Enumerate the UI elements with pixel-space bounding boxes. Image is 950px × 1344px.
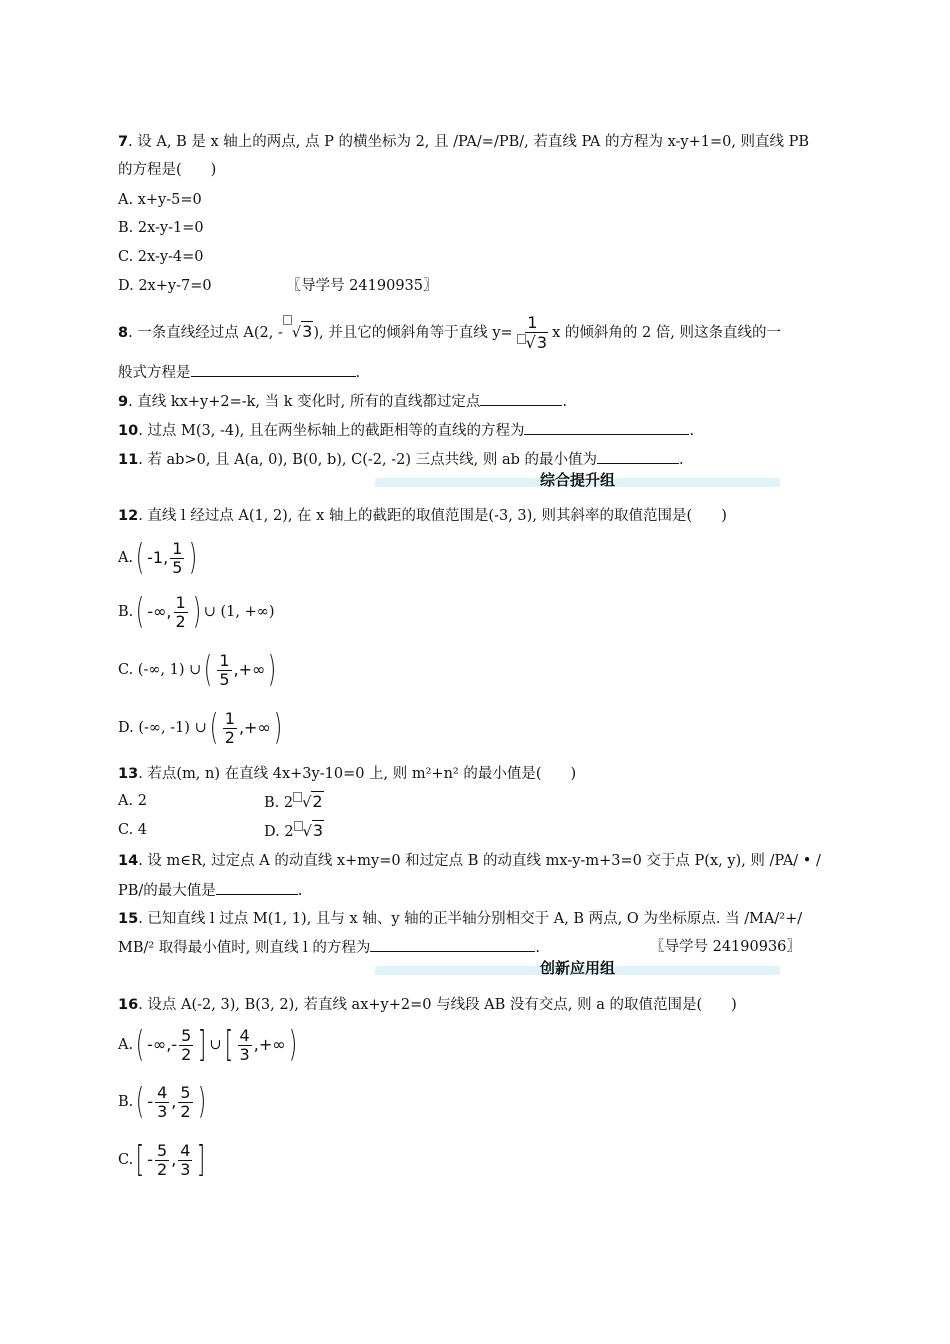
q13-option-c: C. 4	[118, 822, 148, 838]
q13-option-b: B. 2 √2	[264, 792, 323, 811]
q8-line2: 般式方程是 .	[118, 362, 360, 383]
q7-option-c: C. 2x-y-4=0	[118, 249, 204, 265]
q16-option-b: B. ( - $\frac{4}{3}$ , $\frac{5}{2}$ )	[118, 1081, 206, 1122]
q7-line2: 的方程是( )	[118, 162, 217, 178]
q15-answer-blank[interactable]	[370, 937, 535, 952]
section-title-innovation: 创新应用组	[539, 959, 615, 977]
q14-line1: 14. 设 m∈R, 过定点 A 的动直线 x+my=0 和过定点 B 的动直线 mx-y-m+3=0 交于点 P(x, y), 则 /PA/ • /	[118, 853, 821, 869]
q8-line1: 8. 一条直线经过点 A(2, - √3), 并且它的倾斜角等于直线 y= $\frac{1}{√3}$ x 的倾斜角的 2 倍, 则这条直线的一	[118, 313, 782, 352]
q15-line2: MB/² 取得最小值时, 则直线 l 的方程为 .	[118, 937, 540, 958]
q13-option-d: D. 2 √3	[264, 821, 323, 840]
sqrt-placeholder-icon	[517, 334, 526, 344]
q10-line: 10. 过点 M(3, -4), 且在两坐标轴上的截距相等的直线的方程为 .	[118, 420, 694, 441]
q14-answer-blank[interactable]	[216, 880, 298, 895]
section-title-comprehensive: 综合提升组	[539, 471, 615, 489]
q12-option-c: C. (-∞, 1) ∪ ( $\frac{1}{5}$ ,+∞ )	[118, 649, 277, 690]
q16-option-a: A. ( -∞,- $\frac{5}{2}$ ] ∪ [ $\frac{4}{3}$ ,+∞ )	[118, 1024, 297, 1065]
q12-stem: 12. 直线 l 经过点 A(1, 2), 在 x 轴上的截距的取值范围是(-3, 3), 则其斜率的取值范围是( )	[118, 508, 727, 524]
q12-option-b: B. ( -∞, $\frac{1}{2}$ ) ∪ (1, +∞)	[118, 591, 275, 632]
q16-stem: 16. 设点 A(-2, 3), B(3, 2), 若直线 ax+y+2=0 与线段 AB 没有交点, 则 a 的取值范围是( )	[118, 997, 737, 1013]
q12-option-d: D. (-∞, -1) ∪ ( $\frac{1}{2}$ ,+∞ )	[118, 707, 283, 748]
q7-option-b: B. 2x-y-1=0	[118, 220, 204, 236]
q9-line: 9. 直线 kx+y+2=-k, 当 k 变化时, 所有的直线都过定点 .	[118, 391, 567, 412]
sqrt-placeholder-icon	[283, 315, 292, 325]
q10-answer-blank[interactable]	[524, 420, 689, 435]
q7-option-a: A. x+y-5=0	[118, 192, 202, 208]
q12-option-a: A. ( -1, $\frac{1}{5}$ )	[118, 537, 198, 578]
q13-option-a: A. 2	[118, 793, 147, 809]
q13-stem: 13. 若点(m, n) 在直线 4x+3y-10=0 上, 则 m²+n² 的最小值是( )	[118, 766, 577, 782]
q7-line1: 7. 设 A, B 是 x 轴上的两点, 点 P 的横坐标为 2, 且 /PA/=/PB/, 若直线 PA 的方程为 x-y+1=0, 则直线 PB	[118, 134, 810, 150]
q15-ref: 〖导学号 24190936〗	[650, 939, 801, 955]
q11-answer-blank[interactable]	[597, 449, 679, 464]
q8-fraction: $\frac{1}{√3}$	[515, 314, 550, 352]
q8-answer-blank[interactable]	[191, 362, 356, 377]
q11-line: 11. 若 ab>0, 且 A(a, 0), B(0, b), C(-2, -2) 三点共线, 则 ab 的最小值为 .	[118, 449, 684, 470]
q9-answer-blank[interactable]	[480, 391, 562, 406]
q14-line2: PB/的最大值是 .	[118, 880, 302, 901]
sqrt-placeholder-icon	[293, 792, 302, 802]
q7-option-d: D. 2x+y-7=0 〖导学号 24190935〗	[118, 278, 438, 294]
q16-option-c: C. [ - $\frac{5}{2}$ , $\frac{4}{3}$ ]	[118, 1139, 206, 1180]
sqrt-placeholder-icon	[294, 821, 303, 831]
q8-sqrt: √3	[291, 322, 313, 341]
q15-line1: 15. 已知直线 l 过点 M(1, 1), 且与 x 轴、y 轴的正半轴分别相交于 A, B 两点, O 为坐标原点. 当 /MA/²+/	[118, 911, 803, 927]
q7-ref: 〖导学号 24190935〗	[286, 278, 438, 294]
